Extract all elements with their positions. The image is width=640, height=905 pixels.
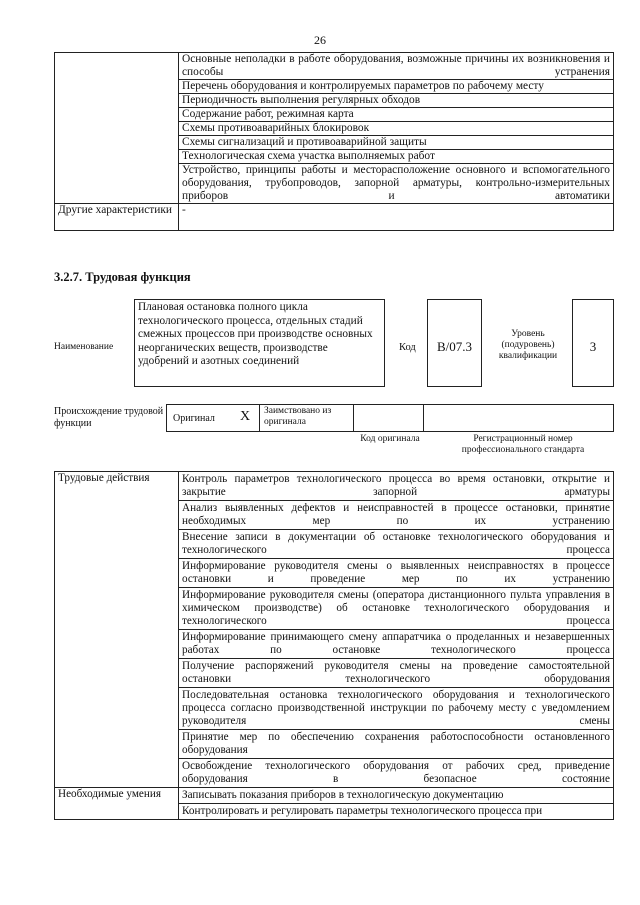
knowledge-item: Схемы сигнализаций и противоаварийной защиты [179,136,614,150]
knowledge-item: Перечень оборудования и контролируемых параметров по рабочему месту [179,80,614,94]
skills-label: Необходимые умения [55,788,179,820]
action-item: Контроль параметров технологического процесса во время остановки, открытие и закрытие запорной арматуры [179,472,614,501]
knowledge-item: Технологическая схема участка выполняемых работ [179,150,614,164]
page-number: 26 [314,33,326,47]
action-item: Внесение записи в документации об остановке технологического оборудования и технологического процесса [179,530,614,559]
original-label: Оригинал [173,413,215,424]
knowledge-table [54,52,614,231]
reg-number-caption: Регистрационный номер профессионального стандарта [461,434,585,455]
knowledge-label-cell [55,53,179,204]
level-label: Уровень (подуровень) квалификации [498,329,558,361]
other-characteristics-value: - [179,204,614,231]
section-title: 3.2.7. Трудовая функция [54,270,191,284]
knowledge-item: Периодичность выполнения регулярных обходов [179,94,614,108]
code-label: Код [399,342,416,353]
table-row [55,204,614,231]
origin-label: Происхождение трудовой функции [54,406,164,429]
actions-label: Трудовые действия [55,472,179,788]
action-item: Принятие мер по обеспечению сохранения работоспособности остановленного оборудования [179,730,614,759]
borrowed-label: Заимствовано из оригинала [264,406,332,427]
action-item: Получение распоряжений руководителя смены на проведение самостоятельной остановки технологического оборудования [179,659,614,688]
table-row [55,53,614,80]
action-item: Анализ выявленных дефектов и неисправностей в процессе остановки, принятие необходимых мер по их устранению [179,501,614,530]
table-row [55,472,614,501]
action-item: Освобождение технологического оборудования от рабочих сред, приведение оборудования в безопасное состояние [179,759,614,788]
function-name-box: Плановая остановка полного цикла технологического процесса, отдельных стадий смежных процессов при производстве основных неорганических веществ, производстве удобрений и азотных соединений [134,299,385,387]
other-characteristics-label: Другие характеристики [55,204,179,231]
level-value-box: 3 [572,299,614,387]
action-item: Информирование принимающего смену аппаратчика о проделанных и незавершенных работах по остановке технологического процесса [179,630,614,659]
action-item: Информирование руководителя смены о выявленных неисправностях в процессе остановки и проведение мер по их устранению [179,559,614,588]
knowledge-item: Основные неполадки в работе оборудования, возможные причины их возникновения и способы устранения [179,53,614,80]
knowledge-item: Схемы противоаварийных блокировок [179,122,614,136]
skill-item: Контролировать и регулировать параметры технологического процесса при [179,804,614,820]
function-code-box: B/07.3 [427,299,482,387]
knowledge-item: Устройство, принципы работы и месторасположение основного и вспомогательного оборудования, трубопроводов, запорной арматуры, контрольно-измерительных приборов и автоматики [179,164,614,204]
table-row [55,788,614,804]
name-label: Наименование [54,342,114,352]
original-mark: X [240,409,251,424]
skill-item: Записывать показания приборов в технологическую документацию [179,788,614,804]
action-item: Последовательная остановка технологического оборудования и технологического процесса согласно производственной инструкции по рабочему месту с уведомлением руководителя смены [179,688,614,730]
origin-code-cell [353,404,424,432]
action-item: Информирование руководителя смены (оператора дистанционного пульта управления в химическом производстве) об остановке технологического оборудования и технологического процесса [179,588,614,630]
knowledge-item: Содержание работ, режимная карта [179,108,614,122]
code-original-caption: Код оригинала [360,434,420,444]
actions-table [54,471,614,820]
